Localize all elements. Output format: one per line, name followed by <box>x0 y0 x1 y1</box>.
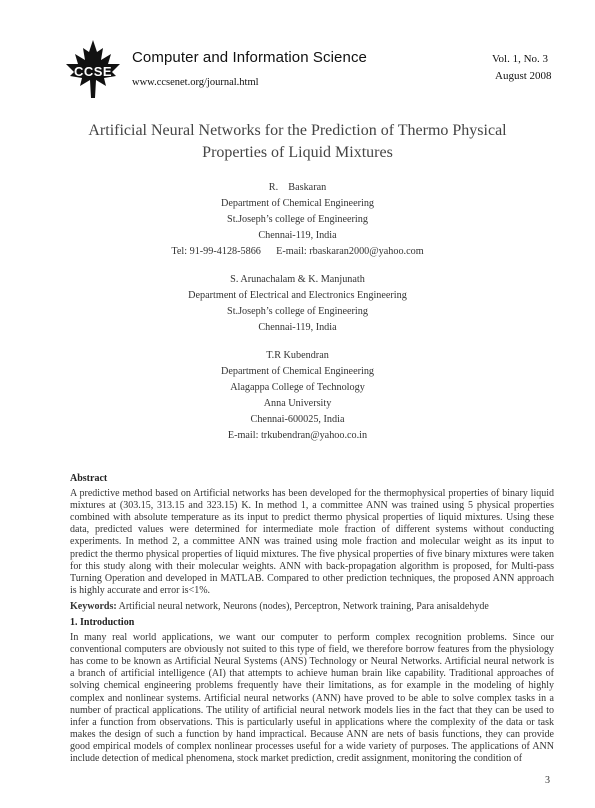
author-block-1 <box>40 180 555 260</box>
introduction-text: In many real world applications, we want our computer to perform complex recognition problems. Since our conventional computers are obviously not suited to this type of field, we therefore borrow features from the physiology has come to be known as Artificial Neural Systems (ANS) Technology or Neural Networks. Artificial neural network is a branch of artificial intelligence (AI) that attempts to achieve human brain like capability. Traditional approaches of solving chemical engineering problems frequently have their limitations, as for example in the modeling of highly complex and nonlinear systems. Artificial neural networks (ANN) have proved to be able to solve complex tasks in a number of practical applications. The utility of artificial neural network models lies in the fact that they can be used to infer a function from observations. This is particularly useful in applications where the complexity of the data or task makes the design of such a function by hand impractical. Because ANN are nets of basis functions, they can provide good empirical models of complex nonlinear processes useful for a wide variety of purposes. The applications of ANN include detection of medical phenomena, stock market prediction, credit assignment, monitoring the condition of <box>70 632 554 765</box>
author-department: Department of Chemical Engineering <box>220 366 375 377</box>
journal-title: Computer and Information Science <box>132 49 367 66</box>
author-location: Chennai-119, India <box>258 230 337 241</box>
keywords-text: Artificial neural network, Neurons (nodes), Perceptron, Network training, Para anisaldehyde <box>116 601 489 612</box>
author-institution: Alagappa College of Technology <box>230 382 365 393</box>
abstract-section <box>70 473 554 597</box>
journal-logo <box>62 38 124 100</box>
author-email: E-mail: trkubendran@yahoo.co.in <box>227 430 368 441</box>
author-block-3 <box>40 348 555 444</box>
introduction-section <box>70 617 554 765</box>
author-department: Department of Chemical Engineering <box>220 198 375 209</box>
author-location: Chennai-119, India <box>258 322 337 333</box>
author-location: Chennai-600025, India <box>250 414 345 425</box>
author-block-2 <box>40 272 555 336</box>
keywords-section <box>70 601 554 613</box>
issue-date: August 2008 <box>495 70 552 82</box>
author-name: R. Baskaran <box>268 182 327 193</box>
author-name: T.R Kubendran <box>266 350 329 361</box>
journal-url[interactable]: www.ccsenet.org/journal.html <box>132 77 259 88</box>
author-contact: Tel: 91-99-4128-5866 E-mail: rbaskaran2000@yahoo.com <box>171 246 424 257</box>
paper-title-line-2: Properties of Liquid Mixtures <box>202 144 393 161</box>
volume-number: Vol. 1, No. 3 <box>492 53 549 65</box>
author-list <box>40 180 555 456</box>
keywords-label: Keywords: <box>70 601 117 612</box>
author-institution: St.Joseph’s college of Engineering <box>227 214 368 225</box>
introduction-heading: 1. Introduction <box>70 617 135 628</box>
author-department: Department of Electrical and Electronics Engineering <box>188 290 407 301</box>
logo-text: CCSE <box>73 64 113 79</box>
author-institution: St.Joseph’s college of Engineering <box>227 306 368 317</box>
abstract-heading: Abstract <box>70 473 108 484</box>
author-university: Anna University <box>263 398 332 409</box>
author-name: S. Arunachalam & K. Manjunath <box>230 274 365 285</box>
paper-title <box>40 120 555 164</box>
page-number: 3 <box>545 775 550 786</box>
abstract-text: A predictive method based on Artificial networks has been developed for the thermophysical properties of binary liquid mixtures at (303.15, 313.15 and 323.15) K. In method 1, a committee ANN was trained using 5 physical properties combined with absolute temperature as its input to predict thermo physical properties of liquid mixtures. Using these data, predicted values were determined for intermediate mole fraction of different systems without conducting experiments. In method 2, a committee ANN was trained using mole fraction and molecular weight as its input to predict the thermo physical properties of liquid mixtures. The five physical properties of five binary mixtures were taken for this study along with their molecular weights. ANN with back-propagation algorithm is proposed, for Multi-pass Turning Operation and developed in MATLAB. Compared to other prediction techniques, the proposed ANN approach is highly accurate and error is<1%. <box>70 488 554 596</box>
paper-title-line-1: Artificial Neural Networks for the Prediction of Thermo Physical <box>88 122 507 139</box>
